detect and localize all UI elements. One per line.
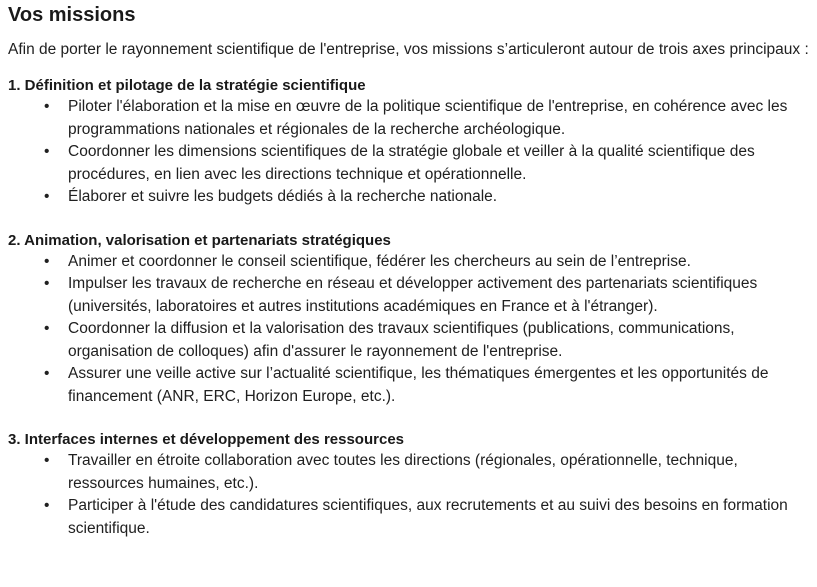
bullet-icon: • xyxy=(44,188,50,205)
list-item xyxy=(8,495,814,540)
bullet-icon: • xyxy=(44,320,50,337)
list-item-text: Piloter l'élaboration et la mise en œuvre de la politique scientifique de l'entreprise, en cohérence avec les programmations nationales et régionales de la recherche archéologique. xyxy=(68,98,788,138)
bullet-icon: • xyxy=(44,497,50,514)
section-heading-animation: 2. Animation, valorisation et partenariats stratégiques xyxy=(8,231,391,249)
list-item xyxy=(8,273,814,318)
list-item xyxy=(8,450,814,495)
list-item-text: Coordonner les dimensions scientifiques de la stratégie globale et veiller à la qualité scientifique des procédures, en lien avec les directions technique et opérationnelle. xyxy=(68,143,755,183)
section-heading-interfaces: 3. Interfaces internes et développement des ressources xyxy=(8,431,404,448)
bullet-icon: • xyxy=(44,252,50,270)
bullet-icon: • xyxy=(44,365,50,382)
section-list-strategie xyxy=(8,96,814,209)
job-description xyxy=(8,0,814,540)
section-list-interfaces xyxy=(8,450,814,540)
list-item xyxy=(8,251,814,274)
intro-paragraph: Afin de porter le rayonnement scientifique de l'entreprise, vos missions s’articuleront autour de trois axes principaux : xyxy=(8,41,809,58)
section-heading-strategie: 1. Définition et pilotage de la stratégie scientifique xyxy=(8,77,366,94)
section-list-animation xyxy=(8,251,814,409)
list-item-text: Animer et coordonner le conseil scientifique, fédérer les chercheurs au sein de l’entreprise. xyxy=(68,252,691,270)
list-item-text: Assurer une veille active sur l’actualité scientifique, les thématiques émergentes et les opportunités de financement (ANR, ERC, Horizon Europe, etc.). xyxy=(68,365,769,405)
list-item xyxy=(8,363,814,408)
list-item-text: Impulser les travaux de recherche en réseau et développer activement des partenariats scientifiques (universités, laboratoires et autres institutions académiques en France et à l'étranger). xyxy=(68,275,758,315)
list-item-text: Travailler en étroite collaboration avec toutes les directions (régionales, opérationnelle, technique, ressources humaines, etc.). xyxy=(68,452,738,492)
list-item xyxy=(8,96,814,141)
list-item-text: Élaborer et suivre les budgets dédiés à la recherche nationale. xyxy=(68,188,498,205)
bullet-icon: • xyxy=(44,143,50,160)
page-title: Vos missions xyxy=(8,4,136,26)
list-item xyxy=(8,186,814,209)
list-item xyxy=(8,141,814,186)
bullet-icon: • xyxy=(44,452,50,469)
list-item xyxy=(8,318,814,363)
list-item-text: Coordonner la diffusion et la valorisation des travaux scientifiques (publications, communications, organisation de colloques) afin d'assurer le rayonnement de l'entreprise. xyxy=(68,320,735,360)
list-item-text: Participer à l'étude des candidatures scientifiques, aux recrutements et au suivi des besoins en formation scientifique. xyxy=(68,497,788,537)
bullet-icon: • xyxy=(44,98,50,115)
bullet-icon: • xyxy=(44,275,50,292)
